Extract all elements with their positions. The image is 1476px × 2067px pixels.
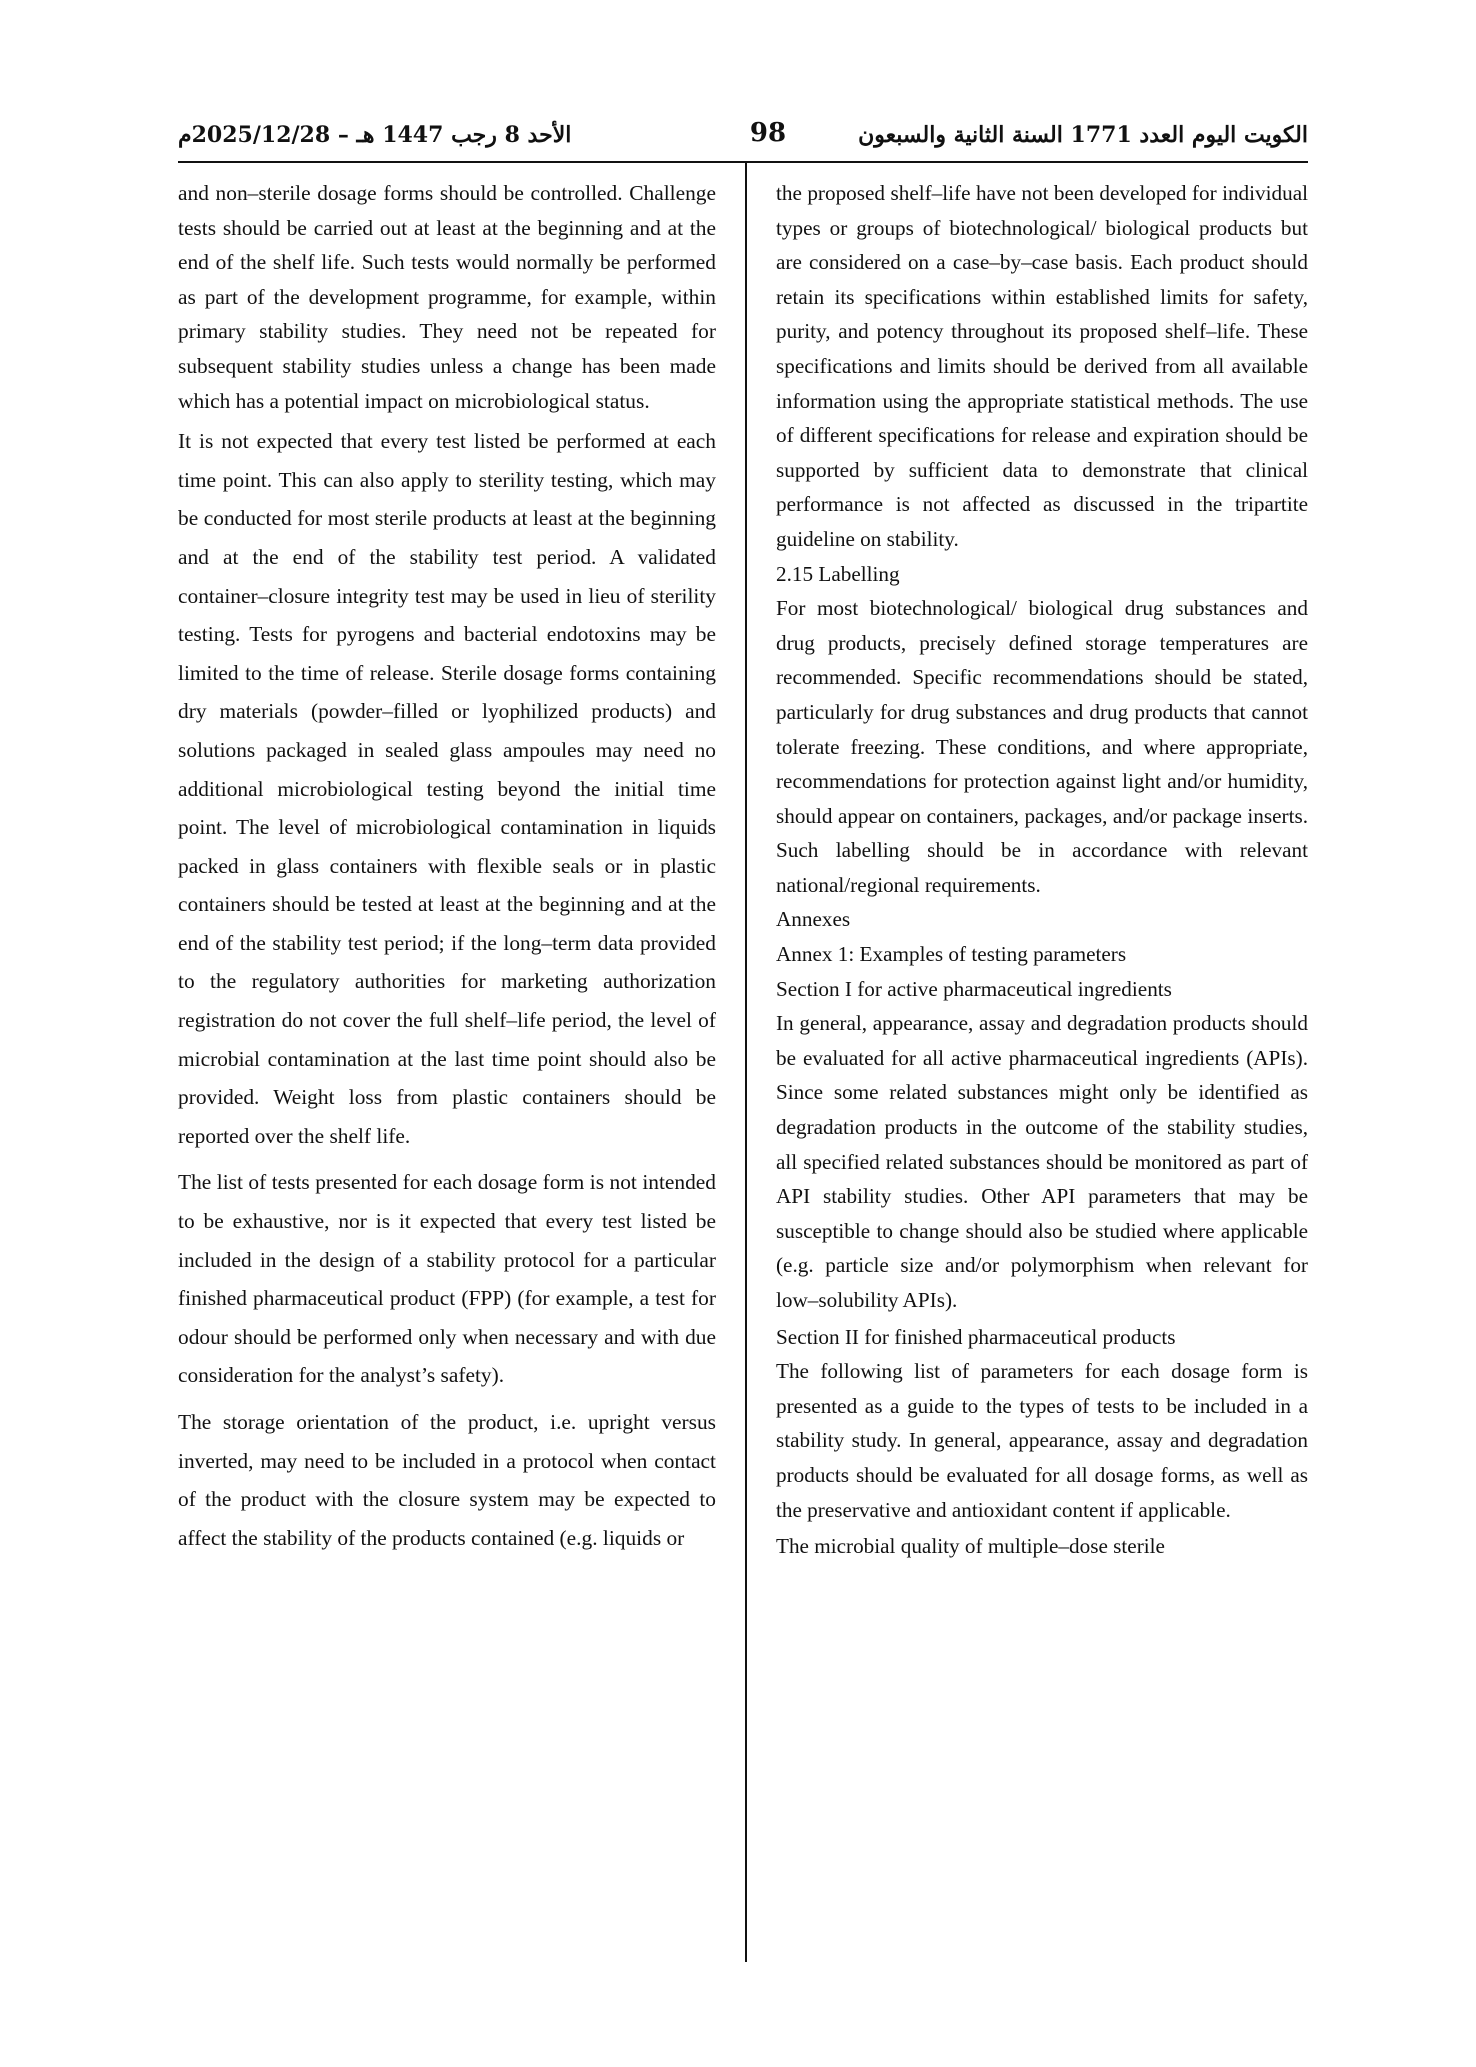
paragraph: and non–sterile dosage forms should be controlled. Challenge tests should be carried out at least at the beginning and at the end of the shelf life. Such tests would normally be performed as part of the development programme, for example, within primary stability studies. They need not be repeated for subsequent stability studies unless a change has been made which has a potential impact on microbiological status. — [178, 181, 716, 413]
header-rule — [178, 161, 1308, 163]
paragraph: In general, appearance, assay and degradation products should be evaluated for all active pharmaceutical ingredients (APIs). Since some related substances might only be identified as degradation products in the outcome of the stability studies, all specified related substances should be monitored as part of API stability studies. Other API parameters that may be susceptible to change should also be studied where applicable (e.g. particle size and/or polymorphism when relevant for low–solubility APIs). — [776, 1011, 1308, 1312]
section-heading: Section II for finished pharmaceutical products — [776, 1324, 1176, 1349]
paragraph: The microbial quality of multiple–dose sterile — [776, 1534, 1165, 1559]
section-heading: 2.15 Labelling — [776, 561, 900, 586]
paragraph: The following list of parameters for each dosage form is presented as a guide to the types of tests to be included in a stability study. In general, appearance, assay and degradation products should be evaluated for all dosage forms, as well as the preservative and antioxidant content if applicable. — [776, 1359, 1308, 1522]
header-publication: الكويت اليوم العدد 1771 السنة الثانية والسبعون — [858, 122, 1308, 148]
section-heading: Annex 1: Examples of testing parameters — [776, 942, 1127, 967]
paragraph: It is not expected that every test listed be performed at each time point. This can also apply to sterility testing, which may be conducted for most sterile products at least at the beginning and at the end of the stability test period. A validated container–closure integrity test may be used in lieu of sterility testing. Tests for pyrogens and bacterial endotoxins may be limited to the time of release. Sterile dosage forms containing dry materials (powder–filled or lyophilized products) and solutions packaged in sealed glass ampoules may need no additional microbiological testing beyond the initial time point. The level of microbiological contamination in liquids packed in glass containers with flexible seals or in plastic containers should be tested at least at the beginning and at the end of the stability test period; if the long–term data provided to the regulatory authorities for marketing authorization registration do not cover the full shelf–life period, the level of microbial contamination at the last time point should also be provided. Weight loss from plastic containers should be reported over the shelf life. — [178, 429, 716, 1148]
paragraph: The list of tests presented for each dosage form is not intended to be exhaustive, nor is it expected that every test listed be included in the design of a stability protocol for a particular finished pharmaceutical product (FPP) (for example, a test for odour should be performed only when necessary and with due consideration for the analyst’s safety). — [178, 1170, 716, 1388]
section-heading: Annexes — [776, 907, 851, 932]
left-column — [178, 176, 716, 1557]
paragraph: the proposed shelf–life have not been developed for individual types or groups of biotechnological/ biological products but are considered on a case–by–case basis. Each product should retain its specifications within established limits for safety, purity, and potency throughout its proposed shelf–life. These specifications and limits should be derived from all available information using the appropriate statistical methods. The use of different specifications for release and expiration should be supported by sufficient data to demonstrate that clinical performance is not affected as discussed in the tripartite guideline on stability. — [776, 181, 1308, 551]
right-column — [776, 176, 1308, 1564]
page-header — [178, 118, 1308, 162]
paragraph: The storage orientation of the product, i.e. upright versus inverted, may need to be included in a protocol when contact of the product with the closure system may be expected to affect the stability of the products contained (e.g. liquids or — [178, 1410, 716, 1550]
paragraph: For most biotechnological/ biological drug substances and drug products, precisely defined storage temperatures are recommended. Specific recommendations should be stated, particularly for drug substances and drug products that cannot tolerate freezing. These conditions, and where appropriate, recommendations for protection against light and/or humidity, should appear on containers, packages, and/or package inserts. Such labelling should be in accordance with relevant national/regional requirements. — [776, 596, 1308, 897]
header-date: الأحد 8 رجب 1447 هـ – 2025/12/28م — [178, 122, 572, 148]
section-heading: Section I for active pharmaceutical ingredients — [776, 976, 1172, 1001]
page-number: 98 — [749, 118, 787, 148]
column-divider — [745, 162, 747, 1962]
